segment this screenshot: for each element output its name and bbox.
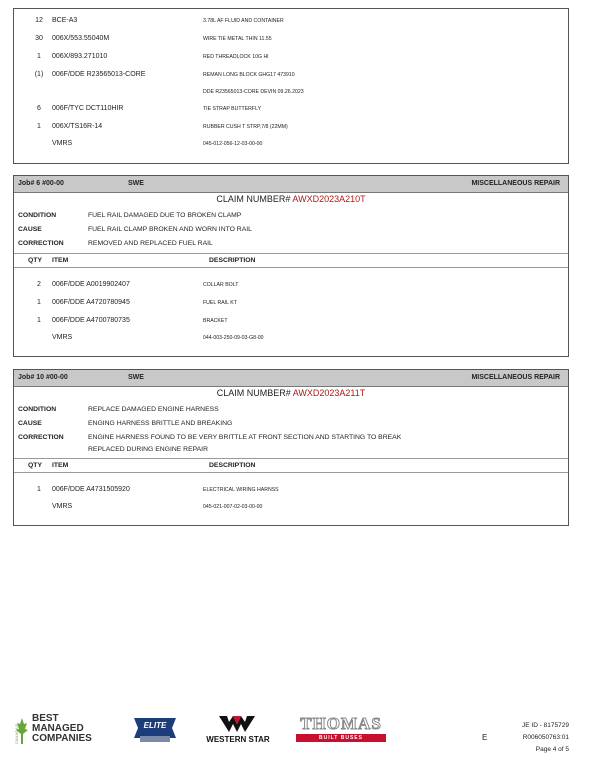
item-code: BCE-A3 — [52, 17, 78, 24]
description-header: DESCRIPTION — [209, 257, 256, 264]
claim-number: AWXD2023A210T — [292, 194, 366, 204]
item-code: 006F/DDE A4700780735 — [52, 317, 130, 324]
cause-label: CAUSE — [18, 226, 42, 233]
vmrs-code: 044-003-250-09-03-G8-00 — [203, 335, 264, 341]
cause-value: FUEL RAIL CLAMP BROKEN AND WORN INTO RAIL — [88, 226, 252, 233]
managed-text: MANAGED — [32, 723, 84, 734]
correction-label: CORRECTION — [18, 240, 64, 247]
thomas-logo — [292, 714, 390, 746]
qty-cell: 1 — [37, 123, 41, 130]
condition-label: CONDITION — [18, 212, 57, 219]
western-star-text: WESTERN STAR — [206, 735, 270, 744]
job-10-section — [13, 369, 569, 526]
correction-value-cont: REPLACED DURING ENGINE REPAIR — [88, 446, 208, 453]
item-description: ELECTRICAL WIRING HARNSS — [203, 487, 279, 493]
qty-cell: (1) — [34, 71, 44, 78]
item-code: 006X/TS16R-14 — [52, 123, 103, 130]
correction-value: ENGINE HARNESS FOUND TO BE VERY BRITTLE AT FRONT SECTION AND STARTING TO BREAK — [88, 434, 402, 441]
qty-cell: 12 — [35, 17, 43, 24]
cause-label: CAUSE — [18, 420, 42, 427]
item-code: 006F/TYC DCT110HIR — [52, 105, 124, 112]
correction-label: CORRECTION — [18, 434, 64, 441]
vmrs-label: VMRS — [52, 140, 73, 147]
claim-number-line — [14, 388, 568, 398]
qty-cell: 2 — [37, 281, 41, 288]
item-code: 006F/DDE R23565013-CORE — [52, 71, 146, 78]
repair-type: MISCELLANEOUS REPAIR — [471, 374, 560, 381]
best-managed-logo — [16, 712, 116, 748]
item-code: 006F/DDE A4731505920 — [52, 486, 130, 493]
qty-cell: 30 — [35, 35, 43, 42]
je-id: JE ID - 8175729 — [522, 722, 569, 729]
condition-value: REPLACE DAMAGED ENGINE HARNESS — [88, 406, 219, 413]
vmrs-label: VMRS — [52, 334, 73, 341]
item-code: 006F/DDE A4720780945 — [52, 299, 130, 306]
item-header: ITEM — [52, 462, 69, 469]
item-description: WIRE TIE METAL THIN 11.55 — [203, 36, 272, 42]
qty-cell: 1 — [37, 299, 41, 306]
job-6-section — [13, 175, 569, 357]
job-type: SWE — [128, 180, 144, 187]
thomas-subtext: BUILT BUSES — [296, 734, 386, 742]
item-description: 3.78L AF FLUID AND CONTAINER — [203, 18, 284, 24]
thomas-text: THOMAS — [300, 714, 382, 733]
claim-label: CLAIM NUMBER# — [216, 388, 291, 398]
job-header — [14, 370, 568, 387]
western-star-emblem-icon — [217, 714, 257, 734]
parts-list-continued — [13, 8, 569, 164]
claim-number-line — [14, 194, 568, 204]
vmrs-code: 045-021-007-02-03-00-00 — [203, 504, 263, 510]
canada-text: CANADA'S — [14, 723, 19, 744]
qty-cell: 1 — [37, 317, 41, 324]
item-header: ITEM — [52, 257, 69, 264]
elite-text: ELITE — [143, 721, 167, 730]
parts-column-header — [14, 458, 568, 473]
job-type: SWE — [128, 374, 144, 381]
description-header: DESCRIPTION — [209, 462, 256, 469]
item-description: FUEL RAIL KT — [203, 300, 237, 306]
item-description: DDE R23565013-CORE DEVIN 09.26.2023 — [203, 89, 304, 95]
document-letter: E — [482, 733, 488, 742]
condition-value: FUEL RAIL DAMAGED DUE TO BROKEN CLAMP — [88, 212, 242, 219]
condition-label: CONDITION — [18, 406, 57, 413]
qty-header: QTY — [28, 462, 42, 469]
page-number: Page 4 of 5 — [535, 746, 569, 753]
item-description: RUBBER CUSH T STRP,7/8 (22MM) — [203, 124, 288, 130]
repair-order-number: R006050763:01 — [522, 734, 569, 741]
page-footer — [0, 700, 593, 768]
job-number: Job# 6 #00-00 — [18, 180, 64, 187]
item-description: TIE STRAP BUTTERFLY — [203, 106, 262, 112]
qty-cell: 1 — [37, 53, 41, 60]
cause-value: ENGING HARNESS BRITTLE AND BREAKING — [88, 420, 233, 427]
item-description: REMAN LONG BLOCK GHG17 473910 — [203, 72, 295, 78]
companies-text: COMPANIES — [32, 733, 92, 744]
qty-cell: 6 — [37, 105, 41, 112]
job-header — [14, 176, 568, 193]
western-star-logo — [198, 712, 278, 748]
claim-number: AWXD2023A211T — [292, 388, 366, 398]
vmrs-code: 045-012-056-12-03-00-00 — [203, 141, 263, 147]
item-code: 006X/553.55040M — [52, 35, 110, 42]
item-code: 006X/893.271010 — [52, 53, 108, 60]
elite-logo — [130, 714, 180, 744]
best-text: BEST — [32, 713, 59, 724]
repair-type: MISCELLANEOUS REPAIR — [471, 180, 560, 187]
item-code: 006F/DDE A0019902407 — [52, 281, 130, 288]
claim-label: CLAIM NUMBER# — [216, 194, 291, 204]
job-number: Job# 10 #00-00 — [18, 374, 68, 381]
item-description: COLLAR BOLT — [203, 282, 239, 288]
qty-cell: 1 — [37, 486, 41, 493]
item-description: BRACKET — [203, 318, 228, 324]
parts-column-header — [14, 253, 568, 268]
qty-header: QTY — [28, 257, 42, 264]
vmrs-label: VMRS — [52, 503, 73, 510]
item-description: RED THREADLOCK 10G HI — [203, 54, 269, 60]
correction-value: REMOVED AND REPLACED FUEL RAIL — [88, 240, 213, 247]
